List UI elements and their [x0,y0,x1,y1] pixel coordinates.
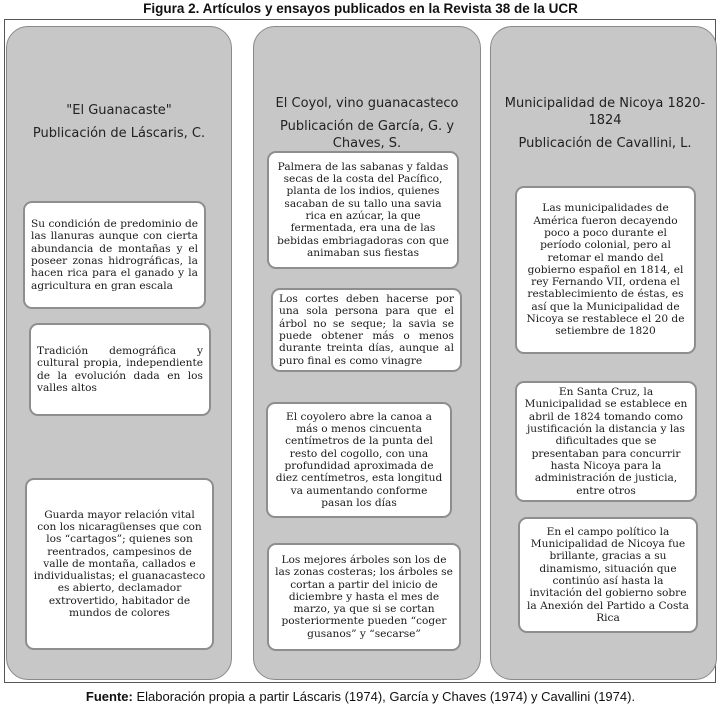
text-box: Las municipalidades de América fueron decayendo poco a poco durante el período colonial, pero al retomar el mando del gobierno español en 1814, el rey Fernando VII, ordena el restablecimiento de éstas, es así que la Municipalidad de Nicoya se restablece el 20 de setiembre de 1820 [515,186,696,354]
column-header-municipalidad-nicoya [500,95,710,152]
text-box: En el campo político la Municipalidad de Nicoya fue brillante, gracias a su dinamismo, situación que continúo así hasta la invitación del gobierno sobre la Anexión del Partido a Costa Rica [518,517,698,633]
column-header-el-guanacaste [10,102,228,142]
source-label: Fuente: [85,689,133,704]
text-box: Tradición demográfica y cultural propia, independiente de la evolución dada en los valles altos [29,323,211,416]
text-box: Su condición de predominio de las llanuras aunque con cierta abundancia de montañas y el poseer zonas hidrográficas, la hacen rica para el ganado y la agricultura en gran escala [23,201,206,309]
column-title: "El Guanacaste" [66,103,172,118]
figure-title: Figura 2. Artículos y ensayos publicados en la Revista 38 de la UCR [143,1,578,16]
text-box: El coyolero abre la canoa a más o menos cincuenta centímetros de la punta del resto del cogollo, con una profundidad aproximada de diez centímetros, esta longitud va aumentando conforme pasan los días [266,402,452,518]
text-box: Guarda mayor relación vital con los nicaragüenses que con los “cartagos”; quienes son reentrados, campesinos de valle de montaña, callados e individualistas; el guanacasteco es abierto, declamador extrovertido, habitador de mundos de colores [25,478,214,650]
text-box: Los mejores árboles son los de las zonas costeras; los árboles se cortan a partir del inicio de diciembre y hasta el mes de marzo, ya que si se cortan posteriormente pueden “coger gusanos” y “secarse” [267,543,461,651]
figure-source [0,689,721,704]
column-subtitle: Publicación de Cavallini, L. [518,136,692,151]
column-header-el-coyol [258,95,476,152]
column-title: Municipalidad de Nicoya 1820-1824 [504,96,706,128]
text-box: Los cortes deben hacerse por una sola persona para que el árbol no se seque; la savia se puede obtener más o menos durante treinta días, aunque al puro final es como vinagre [271,288,462,372]
column-title: El Coyol, vino guanacasteco [275,96,459,111]
source-text: Elaboración propia a partir Láscaris (1974), García y Chaves (1974) y Cavallini (1974). [132,689,636,704]
text-box: Palmera de las sabanas y faldas secas de la costa del Pacífico, planta de los indios, quienes sacaban de su tallo una savia rica en azúcar, la que fermentada, era una de las bebidas embriagadoras con que animaban sus fiestas [267,151,459,269]
text-box: En Santa Cruz, la Municipalidad se establece en abril de 1824 tomando como justificación la distancia y las dificultades que se presentaban para concurrir hasta Nicoya para la administración de justicia, entre otros [515,381,697,502]
column-subtitle: Publicación de García, G. y Chaves, S. [279,119,455,151]
column-subtitle: Publicación de Láscaris, C. [32,126,206,141]
